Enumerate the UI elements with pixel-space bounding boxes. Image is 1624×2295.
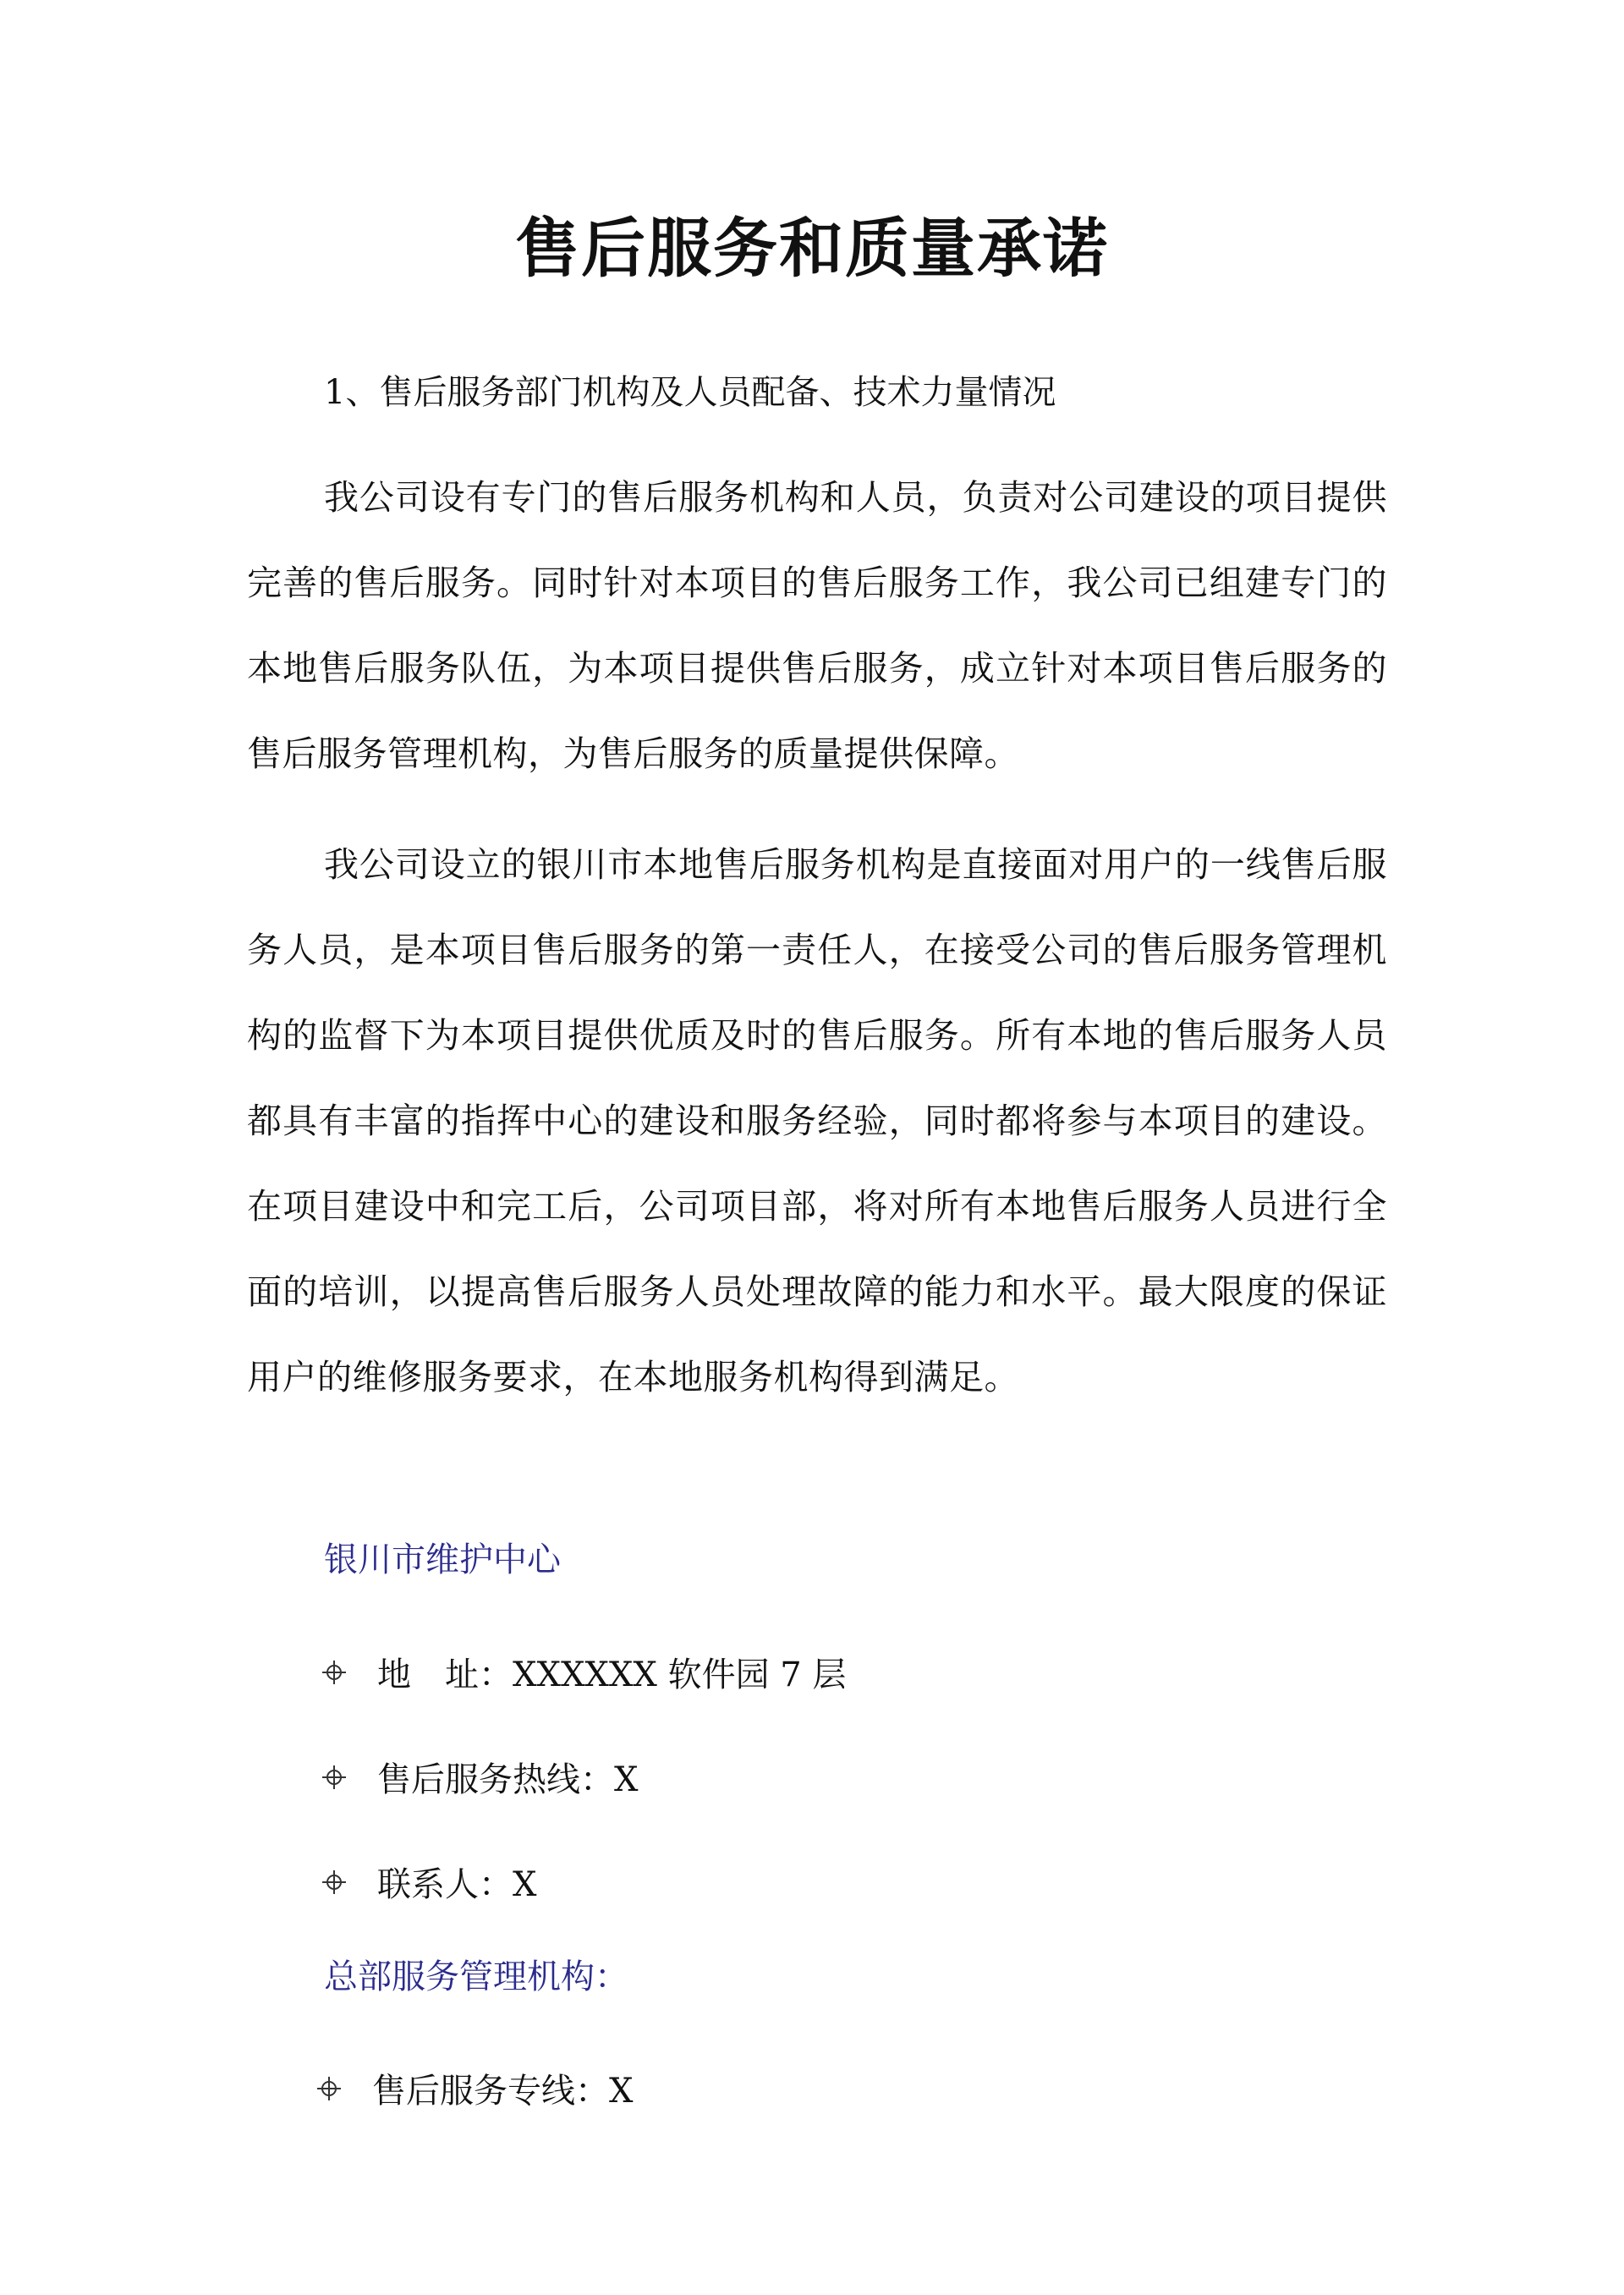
headquarters-heading: 总部服务管理机构： [324,1957,628,1996]
crosshair-circle-icon [320,1868,348,1897]
crosshair-circle-icon [320,1763,348,1792]
section-heading-service-organization: 1、售后服务部门机构及人员配备、技术力量情况 [324,373,1056,412]
service-line-text: 售后服务专线：X [372,2072,634,2111]
list-item-address [320,1648,846,1696]
contact-person-text: 联系人：X [377,1865,537,1904]
local-center-heading: 银川市维护中心 [324,1540,561,1579]
crosshair-circle-icon [320,1658,348,1687]
paragraph-service-overview: 我公司设有专门的售后服务机构和人员，负责对公司建设的项目提供完善的售后服务。同时针对本项目的售后服务工作，我公司已组建专门的本地售后服务队伍，为本项目提供售后服务，成立针对本项目售后服务的售后服务管理机构，为售后服务的质量提供保障。 [247,477,1387,774]
crosshair-circle-icon [315,2074,343,2103]
address-text: 地 址：XXXXXX 软件园 7 层 [377,1655,847,1694]
list-item-service-line [315,2064,633,2112]
list-item-contact-person [320,1858,536,1906]
document-title: 售后服务和质量承诺 [515,211,1109,286]
list-item-service-hotline [320,1753,638,1801]
service-hotline-text: 售后服务热线：X [377,1760,639,1799]
paragraph-local-service-organization: 我公司设立的银川市本地售后服务机构是直接面对用户的一线售后服务人员，是本项目售后服务的第一责任人，在接受公司的售后服务管理机构的监督下为本项目提供优质及时的售后服务。所有本地的售后服务人员都具有丰富的指挥中心的建设和服务经验，同时都将参与本项目的建设。在项目建设中和完工后，公司项目部，将对所有本地售后服务人员进行全面的培训，以提高售后服务人员处理故障的能力和水平。最大限度的保证用户的维修服务要求，在本地服务机构得到满足。 [247,844,1387,1397]
